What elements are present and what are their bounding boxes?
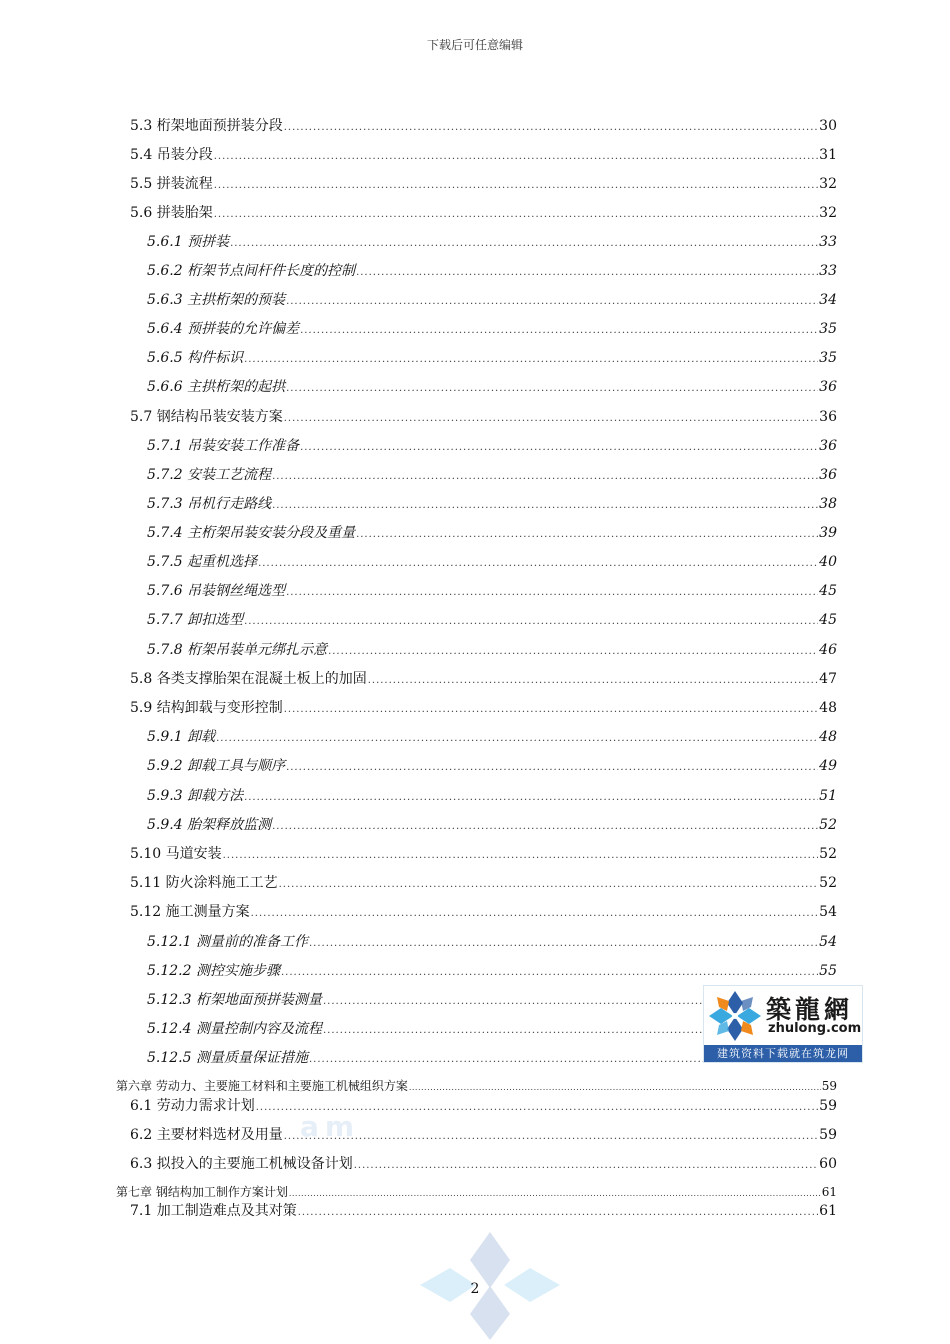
toc-entry-page: 36 [819, 467, 837, 483]
toc-entry-page: 59 [819, 1098, 837, 1114]
toc-leader-dots [309, 938, 818, 949]
page-header: 下载后可任意编辑 [426, 38, 523, 52]
toc-entry-title: 5.12.1 测量前的准备工作 [147, 934, 308, 950]
toc-entry-title: 第六章 劳动力、主要施工材料和主要施工机械组织方案 [116, 1079, 408, 1093]
toc-entry[interactable] [147, 960, 837, 980]
toc-entry-page: 35 [819, 321, 837, 337]
toc-entry-title: 5.7.1 吊装安装工作准备 [147, 438, 300, 454]
toc-entry-title: 5.6.3 主拱桁架的预装 [147, 292, 286, 308]
toc-entry-page: 33 [819, 263, 837, 279]
zhulong-logo[interactable] [703, 985, 863, 1063]
toc-entry[interactable] [130, 668, 837, 688]
toc-entry-page: 48 [819, 700, 837, 716]
toc-entry-page: 38 [819, 496, 837, 512]
toc-leader-dots [256, 1102, 818, 1113]
toc-entry-title: 5.9.1 卸载 [147, 729, 216, 745]
toc-entry-page: 45 [819, 612, 837, 628]
toc-entry[interactable] [147, 347, 837, 367]
toc-entry-title: 5.6.6 主拱桁架的起拱 [147, 379, 286, 395]
toc-entry[interactable] [130, 115, 837, 135]
toc-entry[interactable] [147, 260, 837, 280]
toc-leader-dots [286, 296, 818, 307]
toc-entry-title: 5.9 结构卸载与变形控制 [130, 700, 283, 716]
toc-entry-title: 5.12 施工测量方案 [130, 904, 250, 920]
toc-leader-dots [244, 354, 818, 365]
toc-entry-page: 60 [819, 1156, 837, 1172]
toc-entry-title: 5.12.5 测量质量保证措施 [147, 1050, 308, 1066]
toc-leader-dots [281, 967, 818, 978]
toc-leader-dots [354, 1160, 818, 1171]
toc-leader-dots [244, 792, 818, 803]
watermark-text: am [300, 1110, 361, 1143]
toc-leader-dots [272, 500, 818, 511]
toc-leader-dots [328, 646, 818, 657]
toc-entry-title: 5.7.2 安装工艺流程 [147, 467, 272, 483]
toc-entry-page: 32 [819, 205, 837, 221]
toc-leader-dots [214, 180, 818, 191]
toc-leader-dots [272, 471, 818, 482]
toc-entry[interactable] [130, 1153, 837, 1173]
toc-entry[interactable] [147, 609, 837, 629]
toc-entry-page: 31 [819, 147, 837, 163]
toc-entry[interactable] [147, 755, 837, 775]
toc-entry-title: 5.7.8 桁架吊装单元绑扎示意 [147, 642, 328, 658]
toc-leader-dots [284, 704, 818, 715]
toc-entry-title: 5.6.5 构件标识 [147, 350, 244, 366]
toc-entry-title: 5.10 马道安装 [130, 846, 222, 862]
toc-entry-page: 52 [819, 875, 837, 891]
toc-entry-title: 5.3 桁架地面预拼装分段 [130, 118, 283, 134]
toc-entry[interactable] [130, 872, 837, 892]
toc-entry-page: 49 [819, 758, 837, 774]
toc-leader-dots [286, 383, 818, 394]
toc-leader-dots [258, 558, 818, 569]
toc-entry[interactable] [147, 376, 837, 396]
toc-entry[interactable] [147, 289, 837, 309]
toc-entry-title: 5.9.2 卸载工具与顺序 [147, 758, 286, 774]
toc-leader-dots [230, 238, 818, 249]
toc-entry-title: 5.9.3 卸载方法 [147, 788, 244, 804]
toc-entry[interactable] [147, 814, 837, 834]
toc-entry[interactable] [147, 464, 837, 484]
toc-entry[interactable] [147, 318, 837, 338]
toc-leader-dots [214, 151, 818, 162]
toc-leader-dots [244, 616, 818, 627]
toc-entry[interactable] [130, 202, 837, 222]
toc-entry-page: 32 [819, 176, 837, 192]
toc-entry-title: 5.6 拼装胎架 [130, 205, 213, 221]
toc-entry-title: 5.6.2 桁架节点间杆件长度的控制 [147, 263, 356, 279]
toc-entry[interactable] [116, 1077, 837, 1094]
toc-entry[interactable] [147, 639, 837, 659]
logo-chinese-name: 築龍網 [766, 995, 854, 1024]
toc-entry[interactable] [130, 697, 837, 717]
toc-entry[interactable] [147, 580, 837, 600]
toc-entry-title: 5.4 吊装分段 [130, 147, 213, 163]
toc-entry-page: 54 [819, 934, 837, 950]
toc-entry-page: 34 [819, 292, 837, 308]
toc-entry[interactable] [130, 1200, 837, 1220]
toc-entry[interactable] [147, 493, 837, 513]
toc-entry-title: 6.1 劳动力需求计划 [130, 1098, 255, 1114]
toc-entry-title: 6.2 主要材料选材及用量 [130, 1127, 283, 1143]
toc-entry[interactable] [147, 231, 837, 251]
toc-entry[interactable] [130, 901, 837, 921]
toc-entry-page: 36 [819, 438, 837, 454]
toc-entry[interactable] [130, 1124, 837, 1144]
toc-entry-page: 30 [819, 118, 837, 134]
toc-entry-title: 5.12.2 测控实施步骤 [147, 963, 280, 979]
toc-leader-dots [223, 850, 819, 861]
toc-leader-dots [300, 442, 818, 453]
toc-entry[interactable] [130, 144, 837, 164]
toc-entry-title: 6.3 拟投入的主要施工机械设备计划 [130, 1156, 353, 1172]
toc-entry-page: 47 [819, 671, 837, 687]
snowflake-logo-icon [707, 989, 763, 1043]
toc-leader-dots [286, 587, 818, 598]
toc-entry[interactable] [147, 551, 837, 571]
toc-entry-page: 61 [821, 1185, 837, 1199]
toc-entry-title: 5.11 防火涂料施工工艺 [130, 875, 278, 891]
toc-entry[interactable] [130, 173, 837, 193]
toc-leader-dots [356, 267, 818, 278]
toc-entry-page: 52 [819, 817, 837, 833]
toc-entry-page: 36 [819, 379, 837, 395]
toc-entry-title: 5.7.5 起重机选择 [147, 554, 258, 570]
toc-entry-page: 51 [819, 788, 837, 804]
toc-entry-page: 59 [821, 1079, 837, 1093]
toc-entry[interactable] [147, 522, 837, 542]
toc-entry-title: 5.9.4 胎架释放监测 [147, 817, 272, 833]
toc-entry-page: 35 [819, 350, 837, 366]
logo-domain: zhulong.com [768, 1021, 862, 1036]
toc-leader-dots [272, 821, 818, 832]
toc-entry-page: 55 [819, 963, 837, 979]
toc-leader-dots [368, 675, 818, 686]
toc-entry-page: 46 [819, 642, 837, 658]
toc-entry[interactable] [130, 1095, 837, 1115]
toc-leader-dots [289, 1189, 821, 1198]
toc-leader-dots [279, 879, 819, 890]
toc-entry[interactable] [116, 1183, 837, 1200]
toc-entry-page: 33 [819, 234, 837, 250]
logo-slogan: 建筑资料下载就在筑龙网 [704, 1045, 862, 1062]
toc-entry[interactable] [147, 726, 837, 746]
toc-leader-dots [409, 1083, 821, 1092]
toc-entry-title: 5.7.4 主桁架吊装安装分段及重量 [147, 525, 356, 541]
toc-entry[interactable] [147, 435, 837, 455]
toc-entry-page: 40 [819, 554, 837, 570]
toc-entry-title: 5.7 钢结构吊装安装方案 [130, 409, 283, 425]
toc-leader-dots [356, 529, 818, 540]
toc-entry-page: 45 [819, 583, 837, 599]
toc-entry-title: 5.7.3 吊机行走路线 [147, 496, 272, 512]
toc-entry-page: 39 [819, 525, 837, 541]
toc-leader-dots [286, 762, 818, 773]
toc-entry-title: 5.6.4 预拼装的允许偏差 [147, 321, 300, 337]
toc-entry[interactable] [130, 406, 837, 426]
page-number: 2 [470, 1281, 480, 1297]
toc-entry[interactable] [147, 931, 837, 951]
toc-entry-page: 59 [819, 1127, 837, 1143]
toc-leader-dots [298, 1207, 818, 1218]
toc-leader-dots [284, 1131, 818, 1142]
toc-leader-dots [216, 733, 818, 744]
toc-entry-page: 52 [819, 846, 837, 862]
toc-entry-title: 5.6.1 预拼装 [147, 234, 230, 250]
toc-entry-title: 7.1 加工制造难点及其对策 [130, 1203, 297, 1219]
toc-leader-dots [214, 209, 818, 220]
toc-entry-page: 36 [819, 409, 837, 425]
toc-leader-dots [284, 122, 818, 133]
toc-leader-dots [300, 325, 818, 336]
toc-entry-page: 61 [819, 1203, 837, 1219]
toc-entry-title: 5.7.7 卸扣选型 [147, 612, 244, 628]
toc-entry-page: 54 [819, 904, 837, 920]
toc-entry-page: 48 [819, 729, 837, 745]
toc-entry-title: 5.7.6 吊装钢丝绳选型 [147, 583, 286, 599]
toc-leader-dots [284, 413, 818, 424]
toc-leader-dots [251, 908, 819, 919]
toc-entry-title: 5.12.3 桁架地面预拼装测量 [147, 992, 322, 1008]
toc-entry-title: 5.5 拼装流程 [130, 176, 213, 192]
toc-entry-title: 第七章 钢结构加工制作方案计划 [116, 1185, 288, 1199]
toc-entry[interactable] [130, 843, 837, 863]
toc-entry[interactable] [147, 785, 837, 805]
toc-entry-title: 5.8 各类支撑胎架在混凝土板上的加固 [130, 671, 367, 687]
toc-entry-title: 5.12.4 测量控制内容及流程 [147, 1021, 322, 1037]
